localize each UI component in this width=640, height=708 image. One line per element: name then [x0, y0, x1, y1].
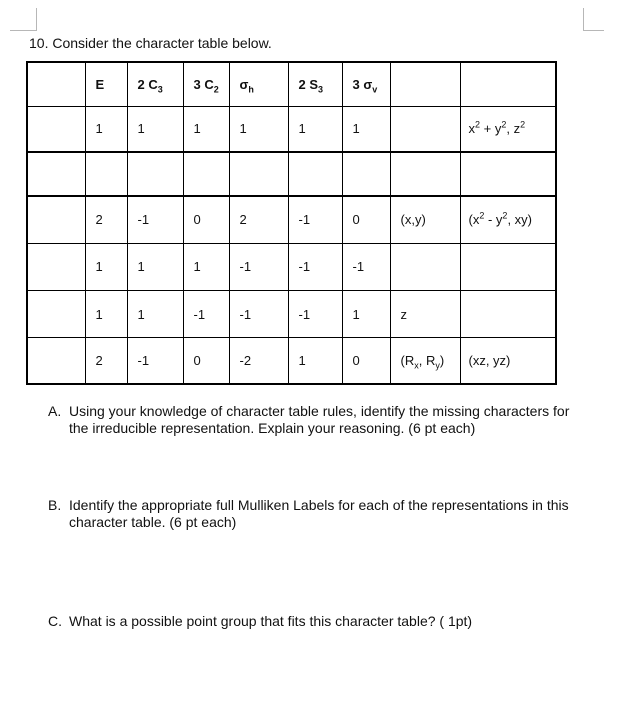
irrep-label	[27, 152, 85, 196]
char-cell: 1	[127, 290, 183, 337]
char-cell: 1	[342, 290, 390, 337]
header-linear-functions	[390, 62, 460, 106]
char-cell: -1	[342, 243, 390, 290]
linear-functions-cell	[390, 243, 460, 290]
char-cell: 2	[85, 196, 127, 243]
char-cell: -1	[229, 290, 288, 337]
char-cell: 0	[183, 338, 229, 384]
quadratic-functions-cell: ($x^2 - y^2$, xy)	[460, 196, 556, 243]
part-c	[48, 613, 588, 630]
irrep-label	[27, 243, 85, 290]
char-cell-blank	[288, 152, 342, 196]
char-cell: 1	[229, 106, 288, 151]
linear-functions-cell: ($R_x$, $R_y$)	[390, 338, 460, 384]
question-heading: 10. Consider the character table below.	[29, 35, 272, 51]
table-row	[27, 290, 556, 337]
part-c-letter: C.	[48, 613, 62, 629]
part-b-letter: B.	[48, 497, 62, 513]
table-row	[27, 106, 556, 151]
header-3C2: 3 $C_2$	[183, 62, 229, 106]
char-cell: 1	[85, 106, 127, 151]
char-cell: -1	[288, 196, 342, 243]
irrep-label	[27, 338, 85, 384]
char-cell: -1	[288, 243, 342, 290]
char-cell: -1	[229, 243, 288, 290]
header-E: E	[85, 62, 127, 106]
char-cell: 1	[127, 243, 183, 290]
irrep-label	[27, 290, 85, 337]
table-row-missing	[27, 152, 556, 196]
table-row	[27, 196, 556, 243]
char-cell: 1	[288, 338, 342, 384]
part-a-text: Using your knowledge of character table rules, identify the missing characters for the irreducible representation. Explain your reasoning. (6 pt each)	[69, 403, 570, 436]
char-cell-blank	[85, 152, 127, 196]
char-cell: 1	[127, 106, 183, 151]
character-table	[26, 61, 557, 385]
irrep-label	[27, 196, 85, 243]
char-cell: -1	[183, 290, 229, 337]
char-cell: 2	[229, 196, 288, 243]
char-cell-blank	[183, 152, 229, 196]
part-a	[48, 403, 588, 437]
char-cell: -1	[288, 290, 342, 337]
char-cell: 1	[288, 106, 342, 151]
char-cell: -2	[229, 338, 288, 384]
linear-functions-cell: z	[390, 290, 460, 337]
char-cell-blank	[127, 152, 183, 196]
irrep-label	[27, 106, 85, 151]
char-cell: 0	[342, 338, 390, 384]
linear-functions-cell	[390, 106, 460, 151]
page-corner-mark-top-right	[583, 8, 604, 31]
char-cell: 2	[85, 338, 127, 384]
linear-functions-cell: (x,y)	[390, 196, 460, 243]
char-cell: 0	[183, 196, 229, 243]
char-cell: 1	[85, 243, 127, 290]
part-b-text: Identify the appropriate full Mulliken Labels for each of the representations in this character table. (6 pt each)	[69, 497, 569, 530]
irrep-label-header	[27, 62, 85, 106]
header-row	[27, 62, 556, 106]
quadratic-functions-cell	[460, 290, 556, 337]
table-row	[27, 338, 556, 384]
header-sigma-h: $\sigma_h$	[229, 62, 288, 106]
quadratic-functions-cell	[460, 243, 556, 290]
header-2C3: 2 $C_3$	[127, 62, 183, 106]
char-cell-blank	[229, 152, 288, 196]
part-b	[48, 497, 588, 531]
header-3sigma-v: 3 $\sigma_v$	[342, 62, 390, 106]
quadratic-functions-cell: $x^2 + y^2$, $z^2$	[460, 106, 556, 151]
part-c-text: What is a possible point group that fits this character table? ( 1pt)	[69, 613, 473, 629]
header-quadratic-functions	[460, 62, 556, 106]
quadratic-functions-cell	[460, 152, 556, 196]
char-cell: 1	[183, 243, 229, 290]
header-2S3: 2 $S_3$	[288, 62, 342, 106]
table-row	[27, 243, 556, 290]
part-a-letter: A.	[48, 403, 62, 419]
char-cell-blank	[342, 152, 390, 196]
char-cell: 0	[342, 196, 390, 243]
char-cell: 1	[183, 106, 229, 151]
char-cell: 1	[85, 290, 127, 337]
char-cell: 1	[342, 106, 390, 151]
page-corner-mark-top-left	[10, 8, 37, 31]
char-cell: -1	[127, 338, 183, 384]
char-cell: -1	[127, 196, 183, 243]
quadratic-functions-cell: (xz, yz)	[460, 338, 556, 384]
linear-functions-cell	[390, 152, 460, 196]
